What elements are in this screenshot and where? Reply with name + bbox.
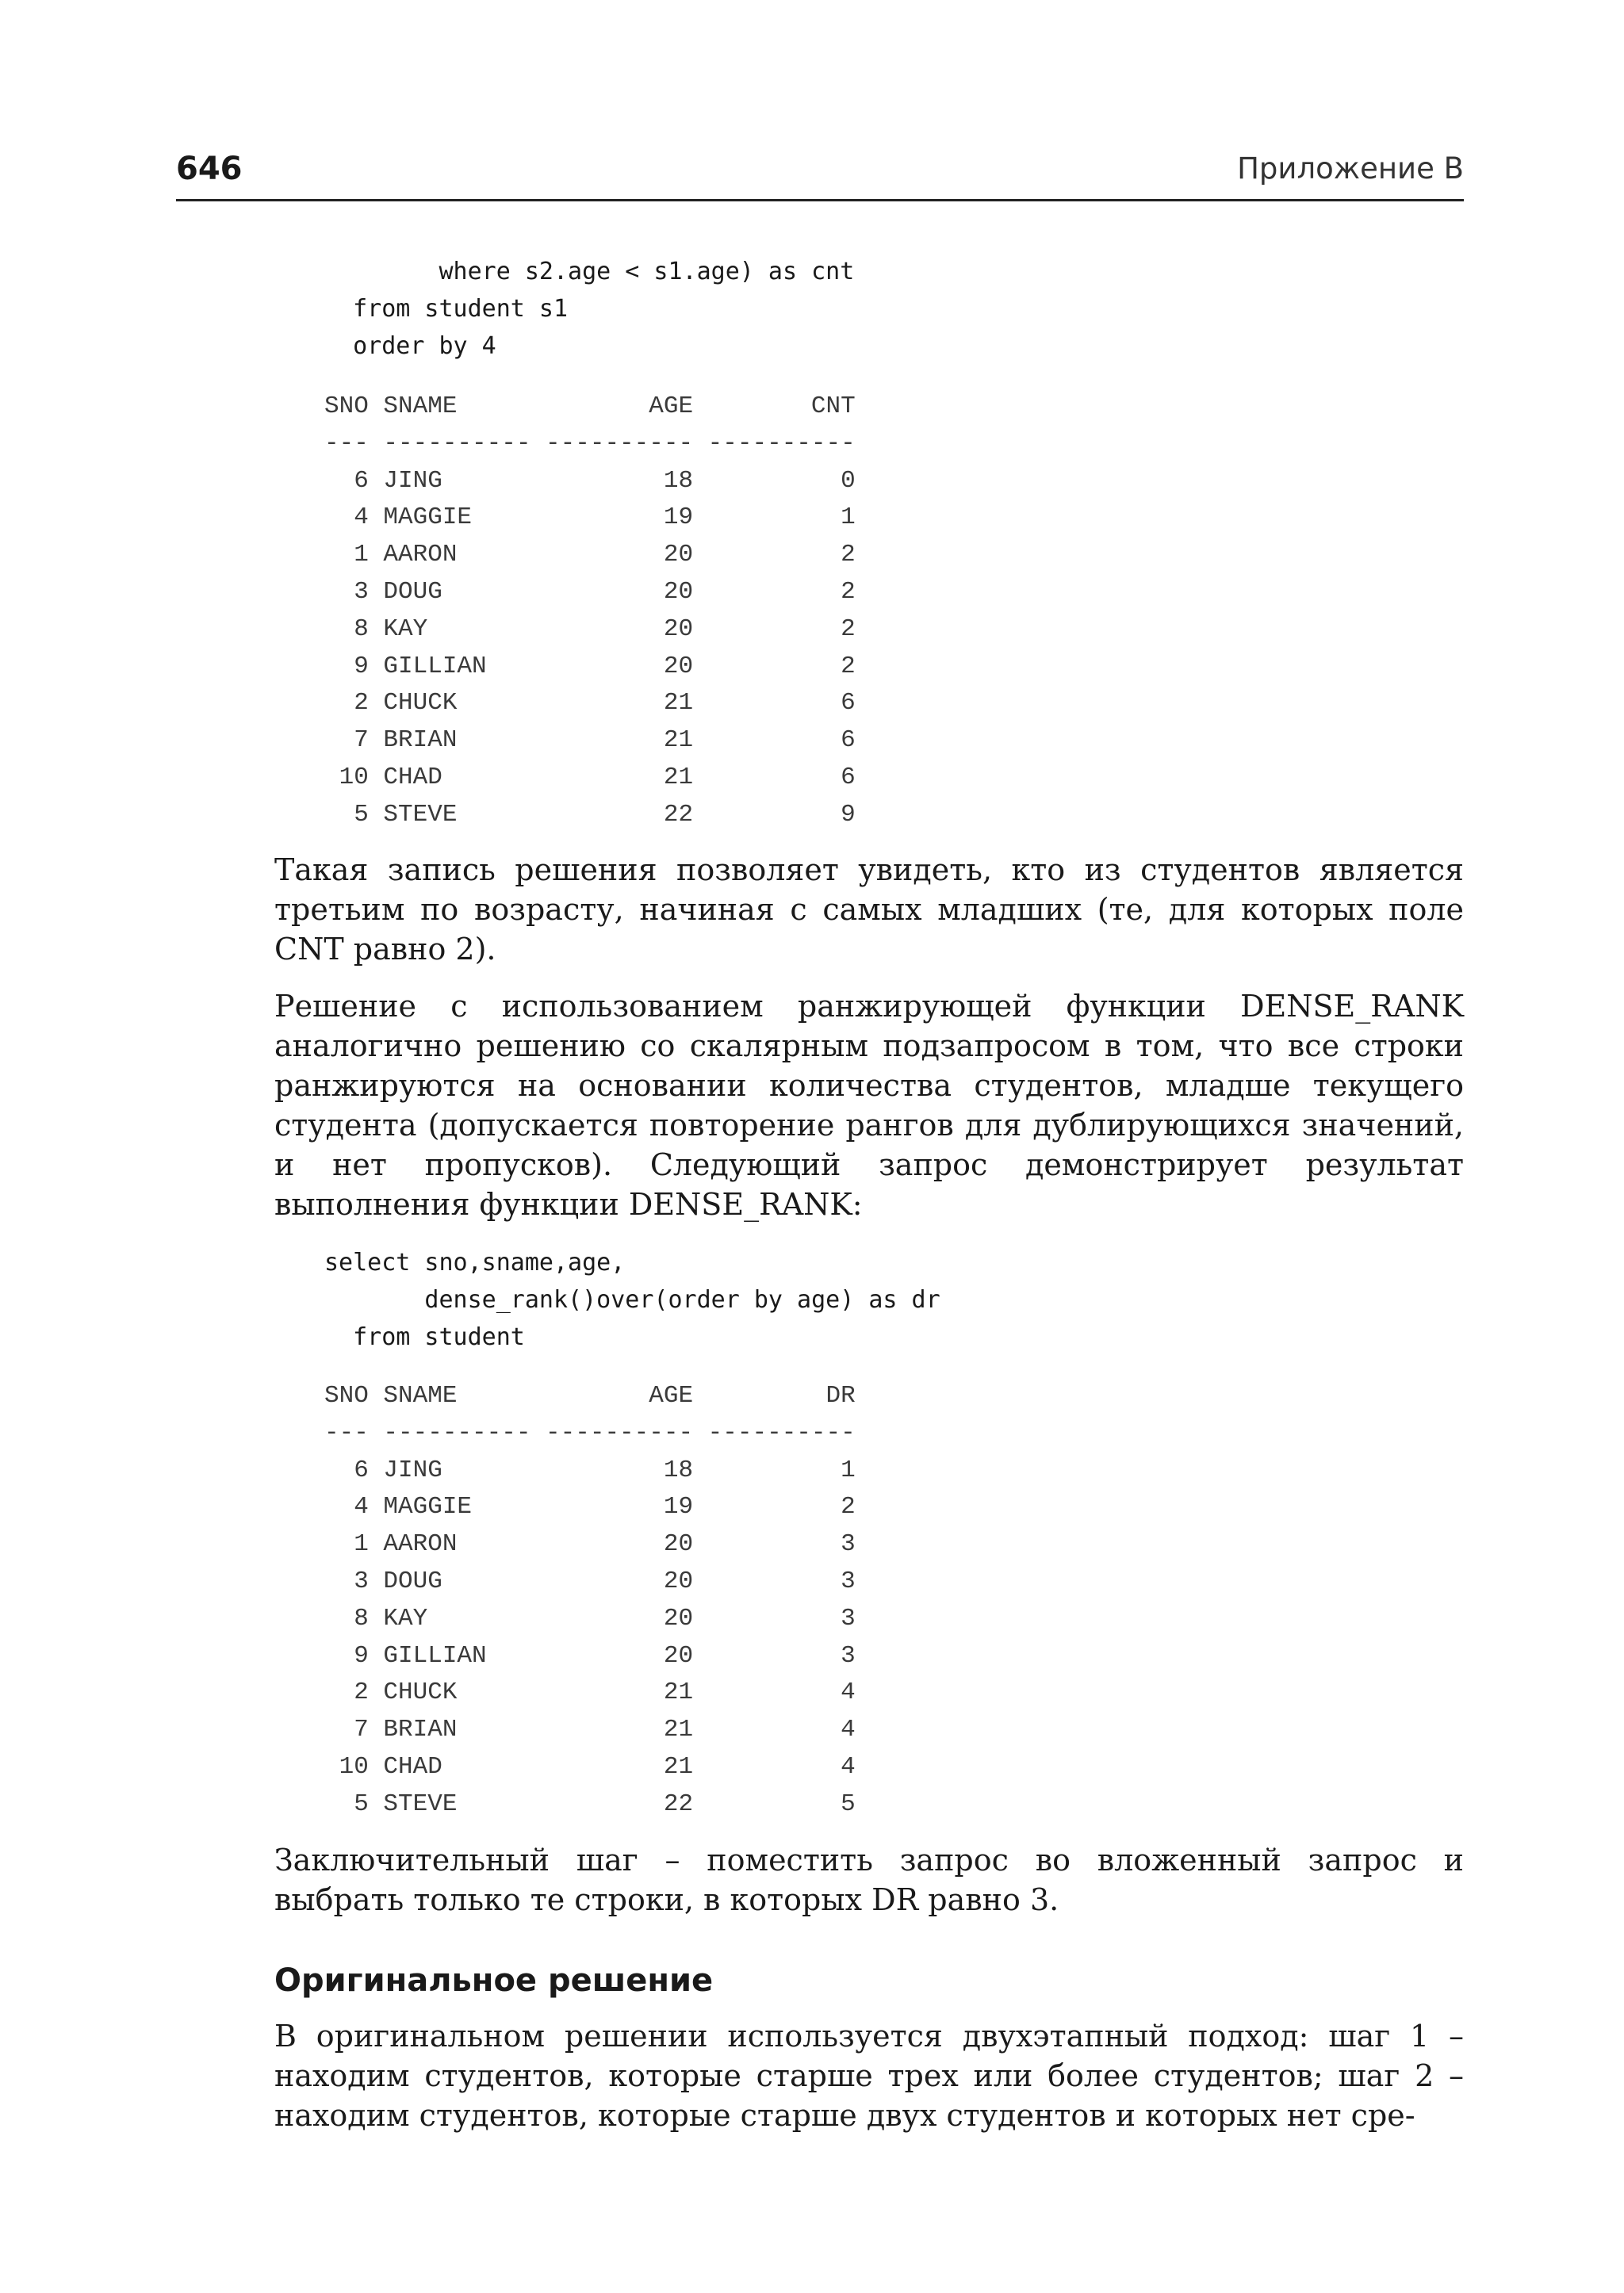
chapter-title: Приложение В [1237,151,1464,186]
result-table-dense-rank: SNO SNAME AGE DR --- ---------- ---------- ---------- 6 JING 18 1 4 MAGGIE 19 2 1 AARON 20 3 3 DOUG 20 3 8 KAY 20 3 9 GILLIAN 20 3 2 CHUCK 21 4 7 BRIAN 21 4 10 CHAD 21 4 5 STEVE 22 5 [324,1382,856,1818]
sql-query-cnt: where s2.age < s1.age) as cnt from student s1 order by 4 [353,258,855,360]
section-heading: Оригинальное решение [274,1962,714,1999]
paragraph-dense-rank: Решение с использованием ранжирующей функции DENSE_RANK аналогично решению со скалярным подзапросом в том, что все строки ранжируются на основании количества студентов, младше текущего студента (допускается повторение рангов для дублирующихся значений, и нет пропусков). Следующий запрос демонстрирует результат выполнения функции DENSE_RANK: [274,989,1464,1222]
page-header [176,147,1464,201]
result-table-cnt: SNO SNAME AGE CNT --- ---------- ---------- ---------- 6 JING 18 0 4 MAGGIE 19 1 1 AARON 20 2 3 DOUG 20 2 8 KAY 20 2 9 GILLIAN 20 2 2 CHUCK 21 6 7 BRIAN 21 6 10 CHAD 21 6 5 STEVE 22 9 [324,392,856,829]
paragraph-original-solution: В оригинальном решении используется двухэтапный подход: шаг 1 – находим студентов, которые старше трех или более студентов; шаг 2 – находим студентов, которые старше двух студентов и которых нет сре- [274,2019,1464,2133]
paragraph-final-step: Заключительный шаг – поместить запрос во вложенный запрос и выбрать только те строки, в которых DR равно 3. [274,1843,1464,1917]
page-number: 646 [176,151,243,187]
sql-query-dense-rank: select sno,sname,age, dense_rank()over(order by age) as dr from student [324,1249,940,1351]
paragraph-third-youngest: Такая запись решения позволяет увидеть, кто из студентов является третьим по возрасту, начиная с самых младших (те, для которых поле CNT равно 2). [274,852,1464,967]
